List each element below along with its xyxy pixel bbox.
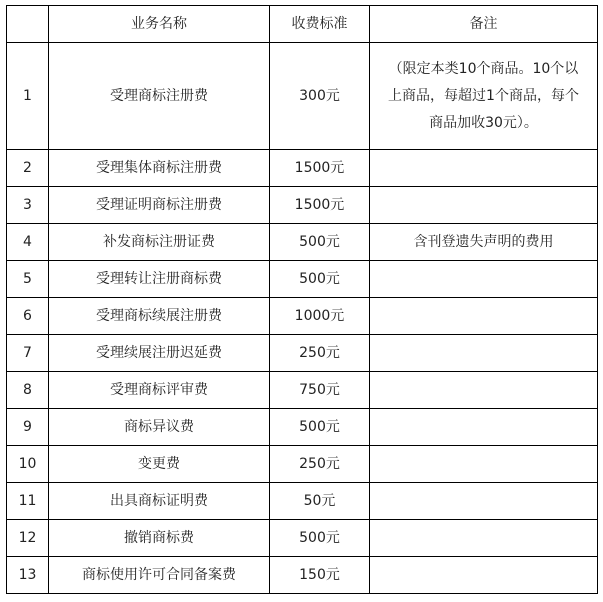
table-row [7,187,598,224]
note-cell [370,335,598,372]
row-number: 11 [7,483,49,520]
note-line: 商品加收30元）。 [429,114,538,131]
service-name: 受理集体商标注册费 [49,150,270,187]
table-row [7,520,598,557]
row-number: 6 [7,298,49,335]
note-cell [370,520,598,557]
service-name: 商标异议费 [49,409,270,446]
table-row [7,224,598,261]
header-fee: 收费标准 [270,6,370,43]
fee-amount: 250元 [270,335,370,372]
note-cell [370,261,598,298]
service-name: 受理商标注册费 [49,43,270,150]
table-row [7,261,598,298]
row-number: 3 [7,187,49,224]
fee-amount: 50元 [270,483,370,520]
service-name: 撤销商标费 [49,520,270,557]
note-cell [370,446,598,483]
row-number: 7 [7,335,49,372]
service-name: 受理商标评审费 [49,372,270,409]
fee-amount: 150元 [270,557,370,594]
service-name: 出具商标证明费 [49,483,270,520]
header-note: 备注 [370,6,598,43]
note-line: 上商品，每超过1个商品，每个 [388,87,579,104]
service-name: 受理续展注册迟延费 [49,335,270,372]
note-cell [370,483,598,520]
note-cell [370,150,598,187]
fee-amount: 500元 [270,224,370,261]
fee-amount: 750元 [270,372,370,409]
table-row [7,557,598,594]
note-cell: 含刊登遗失声明的费用 [370,224,598,261]
row-number: 5 [7,261,49,298]
note-cell [370,557,598,594]
row-number: 10 [7,446,49,483]
service-name: 受理转让注册商标费 [49,261,270,298]
note-cell [370,187,598,224]
table-row [7,372,598,409]
table-row [7,446,598,483]
fee-amount: 1500元 [270,150,370,187]
fee-amount: 500元 [270,409,370,446]
fee-amount: 300元 [270,43,370,150]
row-number: 13 [7,557,49,594]
table-row [7,335,598,372]
table-row [7,483,598,520]
service-name: 受理证明商标注册费 [49,187,270,224]
row-number: 8 [7,372,49,409]
service-name: 商标使用许可合同备案费 [49,557,270,594]
fee-amount: 500元 [270,261,370,298]
note-cell [370,298,598,335]
fee-amount: 500元 [270,520,370,557]
row-number: 4 [7,224,49,261]
fee-table [6,5,598,594]
table-row [7,409,598,446]
table-row [7,43,598,150]
row-number: 9 [7,409,49,446]
fee-amount: 1000元 [270,298,370,335]
table-row [7,150,598,187]
note-cell [370,409,598,446]
fee-amount: 1500元 [270,187,370,224]
note-cell [370,372,598,409]
fee-amount: 250元 [270,446,370,483]
service-name: 受理商标续展注册费 [49,298,270,335]
row-number: 12 [7,520,49,557]
service-name: 变更费 [49,446,270,483]
row-number: 1 [7,43,49,150]
note-line: （限定本类10个商品。10个以 [388,60,579,77]
service-name: 补发商标注册证费 [49,224,270,261]
header-row [7,6,598,43]
note-cell [370,43,598,150]
header-no [7,6,49,43]
header-name: 业务名称 [49,6,270,43]
table-row [7,298,598,335]
row-number: 2 [7,150,49,187]
